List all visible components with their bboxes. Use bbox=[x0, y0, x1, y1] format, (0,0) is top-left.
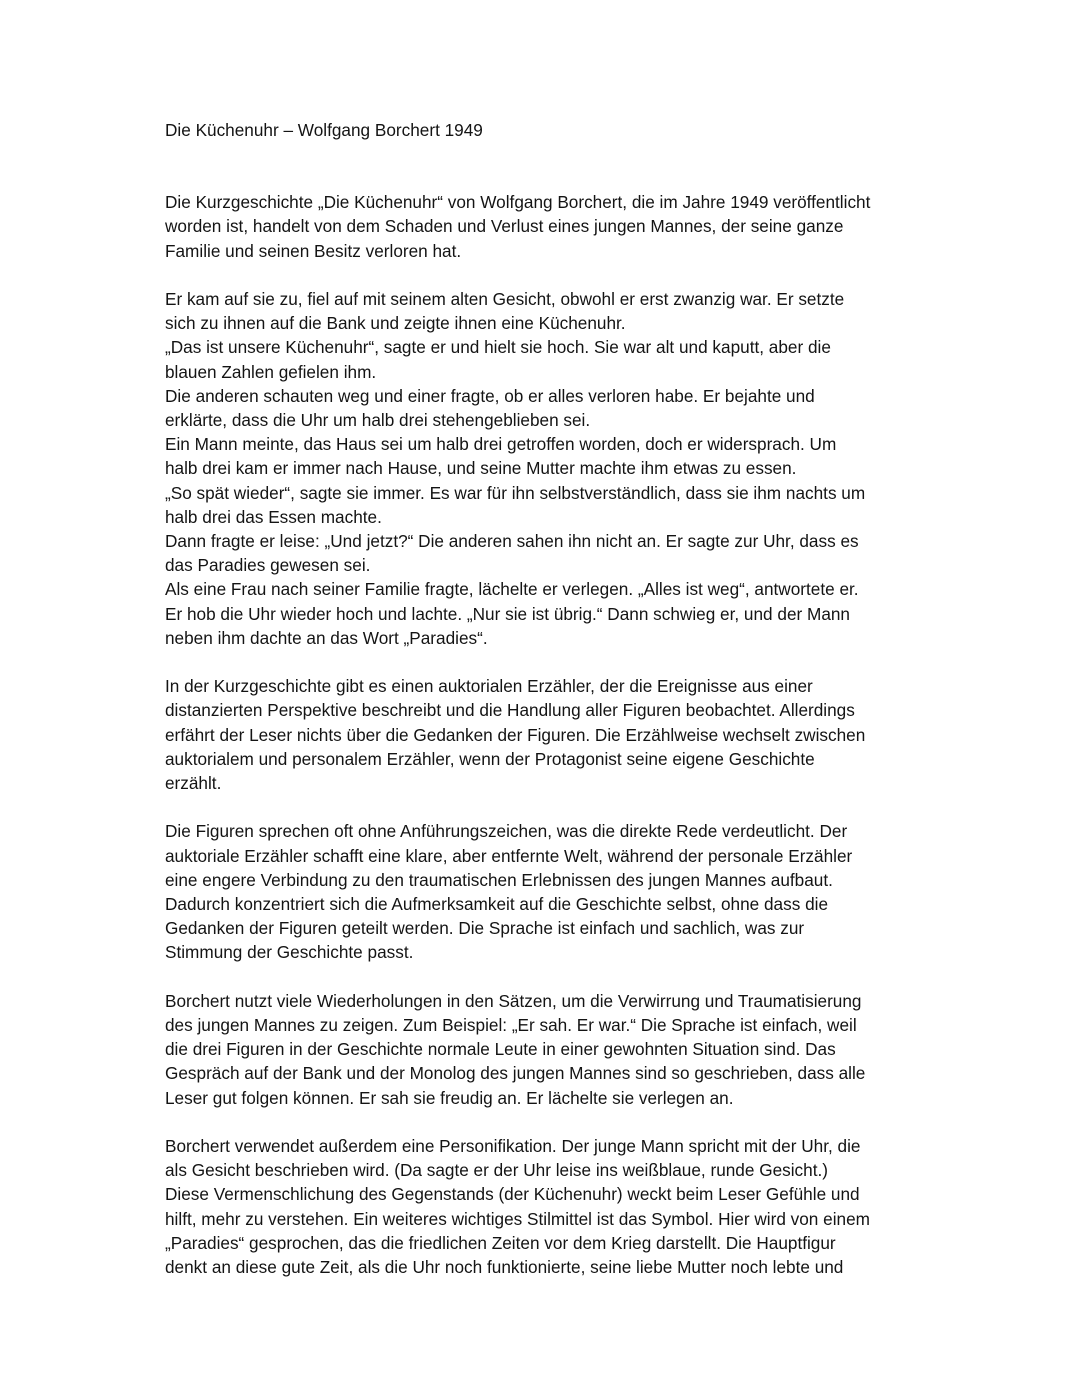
text-line: Diese Vermenschlichung des Gegenstands (der Küchenuhr) weckt beim Leser Gefühle und bbox=[165, 1184, 860, 1205]
text-line: Familie und seinen Besitz verloren hat. bbox=[165, 240, 462, 261]
text-line: Er kam auf sie zu, fiel auf mit seinem alten Gesicht, obwohl er erst zwanzig war. Er setzte bbox=[165, 289, 845, 309]
text-line: hilft, mehr zu verstehen. Ein weiteres wichtiges Stilmittel ist das Symbol. Hier wird von einem bbox=[165, 1208, 870, 1229]
text-line: Ein Mann meinte, das Haus sei um halb drei getroffen worden, doch er widersprach. Um bbox=[165, 434, 837, 455]
text-line: Gespräch auf der Bank und der Monolog des jungen Mannes sind so geschrieben, dass alle bbox=[165, 1063, 866, 1084]
text-line: „Das ist unsere Küchenuhr“, sagte er und hielt sie hoch. Sie war alt und kaputt, aber die bbox=[165, 337, 831, 358]
text-line: erklärte, dass die Uhr um halb drei stehengeblieben sei. bbox=[165, 410, 591, 431]
text-line: das Paradies gewesen sei. bbox=[165, 555, 371, 576]
text-line: worden ist, handelt von dem Schaden und Verlust eines jungen Mannes, der seine ganze bbox=[165, 216, 844, 237]
text-line: Die Figuren sprechen oft ohne Anführungszeichen, was die direkte Rede verdeutlicht. Der bbox=[165, 821, 848, 842]
text-line: sich zu ihnen auf die Bank und zeigte ihnen eine Küchenuhr. bbox=[165, 313, 626, 334]
paragraph-summary bbox=[165, 190, 925, 263]
text-line: „Paradies“ gesprochen, das die friedlichen Zeiten vor dem Krieg darstellt. Die Hauptfigur bbox=[165, 1232, 836, 1253]
text-line: „So spät wieder“, sagte sie immer. Es war für ihn selbstverständlich, dass sie ihm nachts um bbox=[165, 482, 866, 503]
text-line: distanzierten Perspektive beschreibt und die Handlung aller Figuren beobachtet. Allerdings bbox=[165, 700, 855, 721]
text-line: Die Kurzgeschichte „Die Küchenuhr“ von Wolfgang Borchert, die im Jahre 1949 veröffentlicht bbox=[165, 192, 871, 213]
text-line: des jungen Mannes zu zeigen. Zum Beispiel: „Er sah. Er war.“ Die Sprache ist einfach, weil bbox=[165, 1015, 857, 1036]
text-line: auktorialem und personalem Erzähler, wenn der Protagonist seine eigene Geschichte bbox=[165, 748, 815, 769]
paragraph-narrator bbox=[165, 674, 925, 795]
text-line: Dadurch konzentriert sich die Aufmerksamkeit auf die Geschichte selbst, ohne dass die bbox=[165, 894, 829, 915]
text-line: Leser gut folgen können. Er sah sie freudig an. Er lächelte sie verlegen an. bbox=[165, 1087, 734, 1108]
text-line: erfährt der Leser nichts über die Gedanken der Figuren. Die Erzählweise wechselt zwischen bbox=[165, 724, 866, 745]
text-line: erzählt. bbox=[165, 773, 222, 794]
text-line: blauen Zahlen gefielen ihm. bbox=[165, 361, 377, 382]
text-line: Borchert verwendet außerdem eine Personifikation. Der junge Mann spricht mit der Uhr, die bbox=[165, 1136, 861, 1157]
paragraph-personification bbox=[165, 1134, 925, 1279]
text-line: Er hob die Uhr wieder hoch und lachte. „Nur sie ist übrig.“ Dann schwieg er, und der Mann bbox=[165, 603, 850, 624]
text-line: Gedanken der Figuren geteilt werden. Die Sprache ist einfach und sachlich, was zur bbox=[165, 918, 805, 939]
text-line: Die anderen schauten weg und einer fragte, ob er alles verloren habe. Er bejahte und bbox=[165, 385, 815, 406]
text-line: neben ihm dachte an das Wort „Paradies“. bbox=[165, 627, 488, 648]
document-title: Die Küchenuhr – Wolfgang Borchert 1949 bbox=[165, 120, 483, 140]
text-line: Borchert nutzt viele Wiederholungen in den Sätzen, um die Verwirrung und Traumatisierung bbox=[165, 990, 862, 1011]
text-line: halb drei das Essen machte. bbox=[165, 506, 382, 527]
text-line: Dann fragte er leise: „Und jetzt?“ Die anderen sahen ihn nicht an. Er sagte zur Uhr, dass es bbox=[165, 531, 859, 552]
text-line: denkt an diese gute Zeit, als die Uhr noch funktionierte, seine liebe Mutter noch lebte und bbox=[165, 1257, 844, 1278]
text-line: die drei Figuren in der Geschichte normale Leute in einer gewohnten Situation sind. Das bbox=[165, 1039, 836, 1060]
text-line: auktoriale Erzähler schafft eine klare, aber entfernte Welt, während der personale Erzähler bbox=[165, 845, 853, 866]
paragraph-repetitions bbox=[165, 989, 925, 1110]
text-line: eine engere Verbindung zu den traumatischen Erlebnissen des jungen Mannes aufbaut. bbox=[165, 869, 833, 890]
text-line: Als eine Frau nach seiner Familie fragte, lächelte er verlegen. „Alles ist weg“, antwortete er. bbox=[165, 579, 859, 600]
paragraph-figures bbox=[165, 819, 925, 964]
document-page bbox=[165, 118, 925, 1303]
text-line: In der Kurzgeschichte gibt es einen auktorialen Erzähler, der die Ereignisse aus einer bbox=[165, 676, 813, 697]
text-line: Stimmung der Geschichte passt. bbox=[165, 942, 414, 963]
paragraph-plot bbox=[165, 287, 925, 650]
text-line: als Gesicht beschrieben wird. (Da sagte er der Uhr leise ins weißblaue, runde Gesicht.) bbox=[165, 1160, 828, 1181]
text-line: halb drei kam er immer nach Hause, und seine Mutter machte ihm etwas zu essen. bbox=[165, 458, 797, 479]
